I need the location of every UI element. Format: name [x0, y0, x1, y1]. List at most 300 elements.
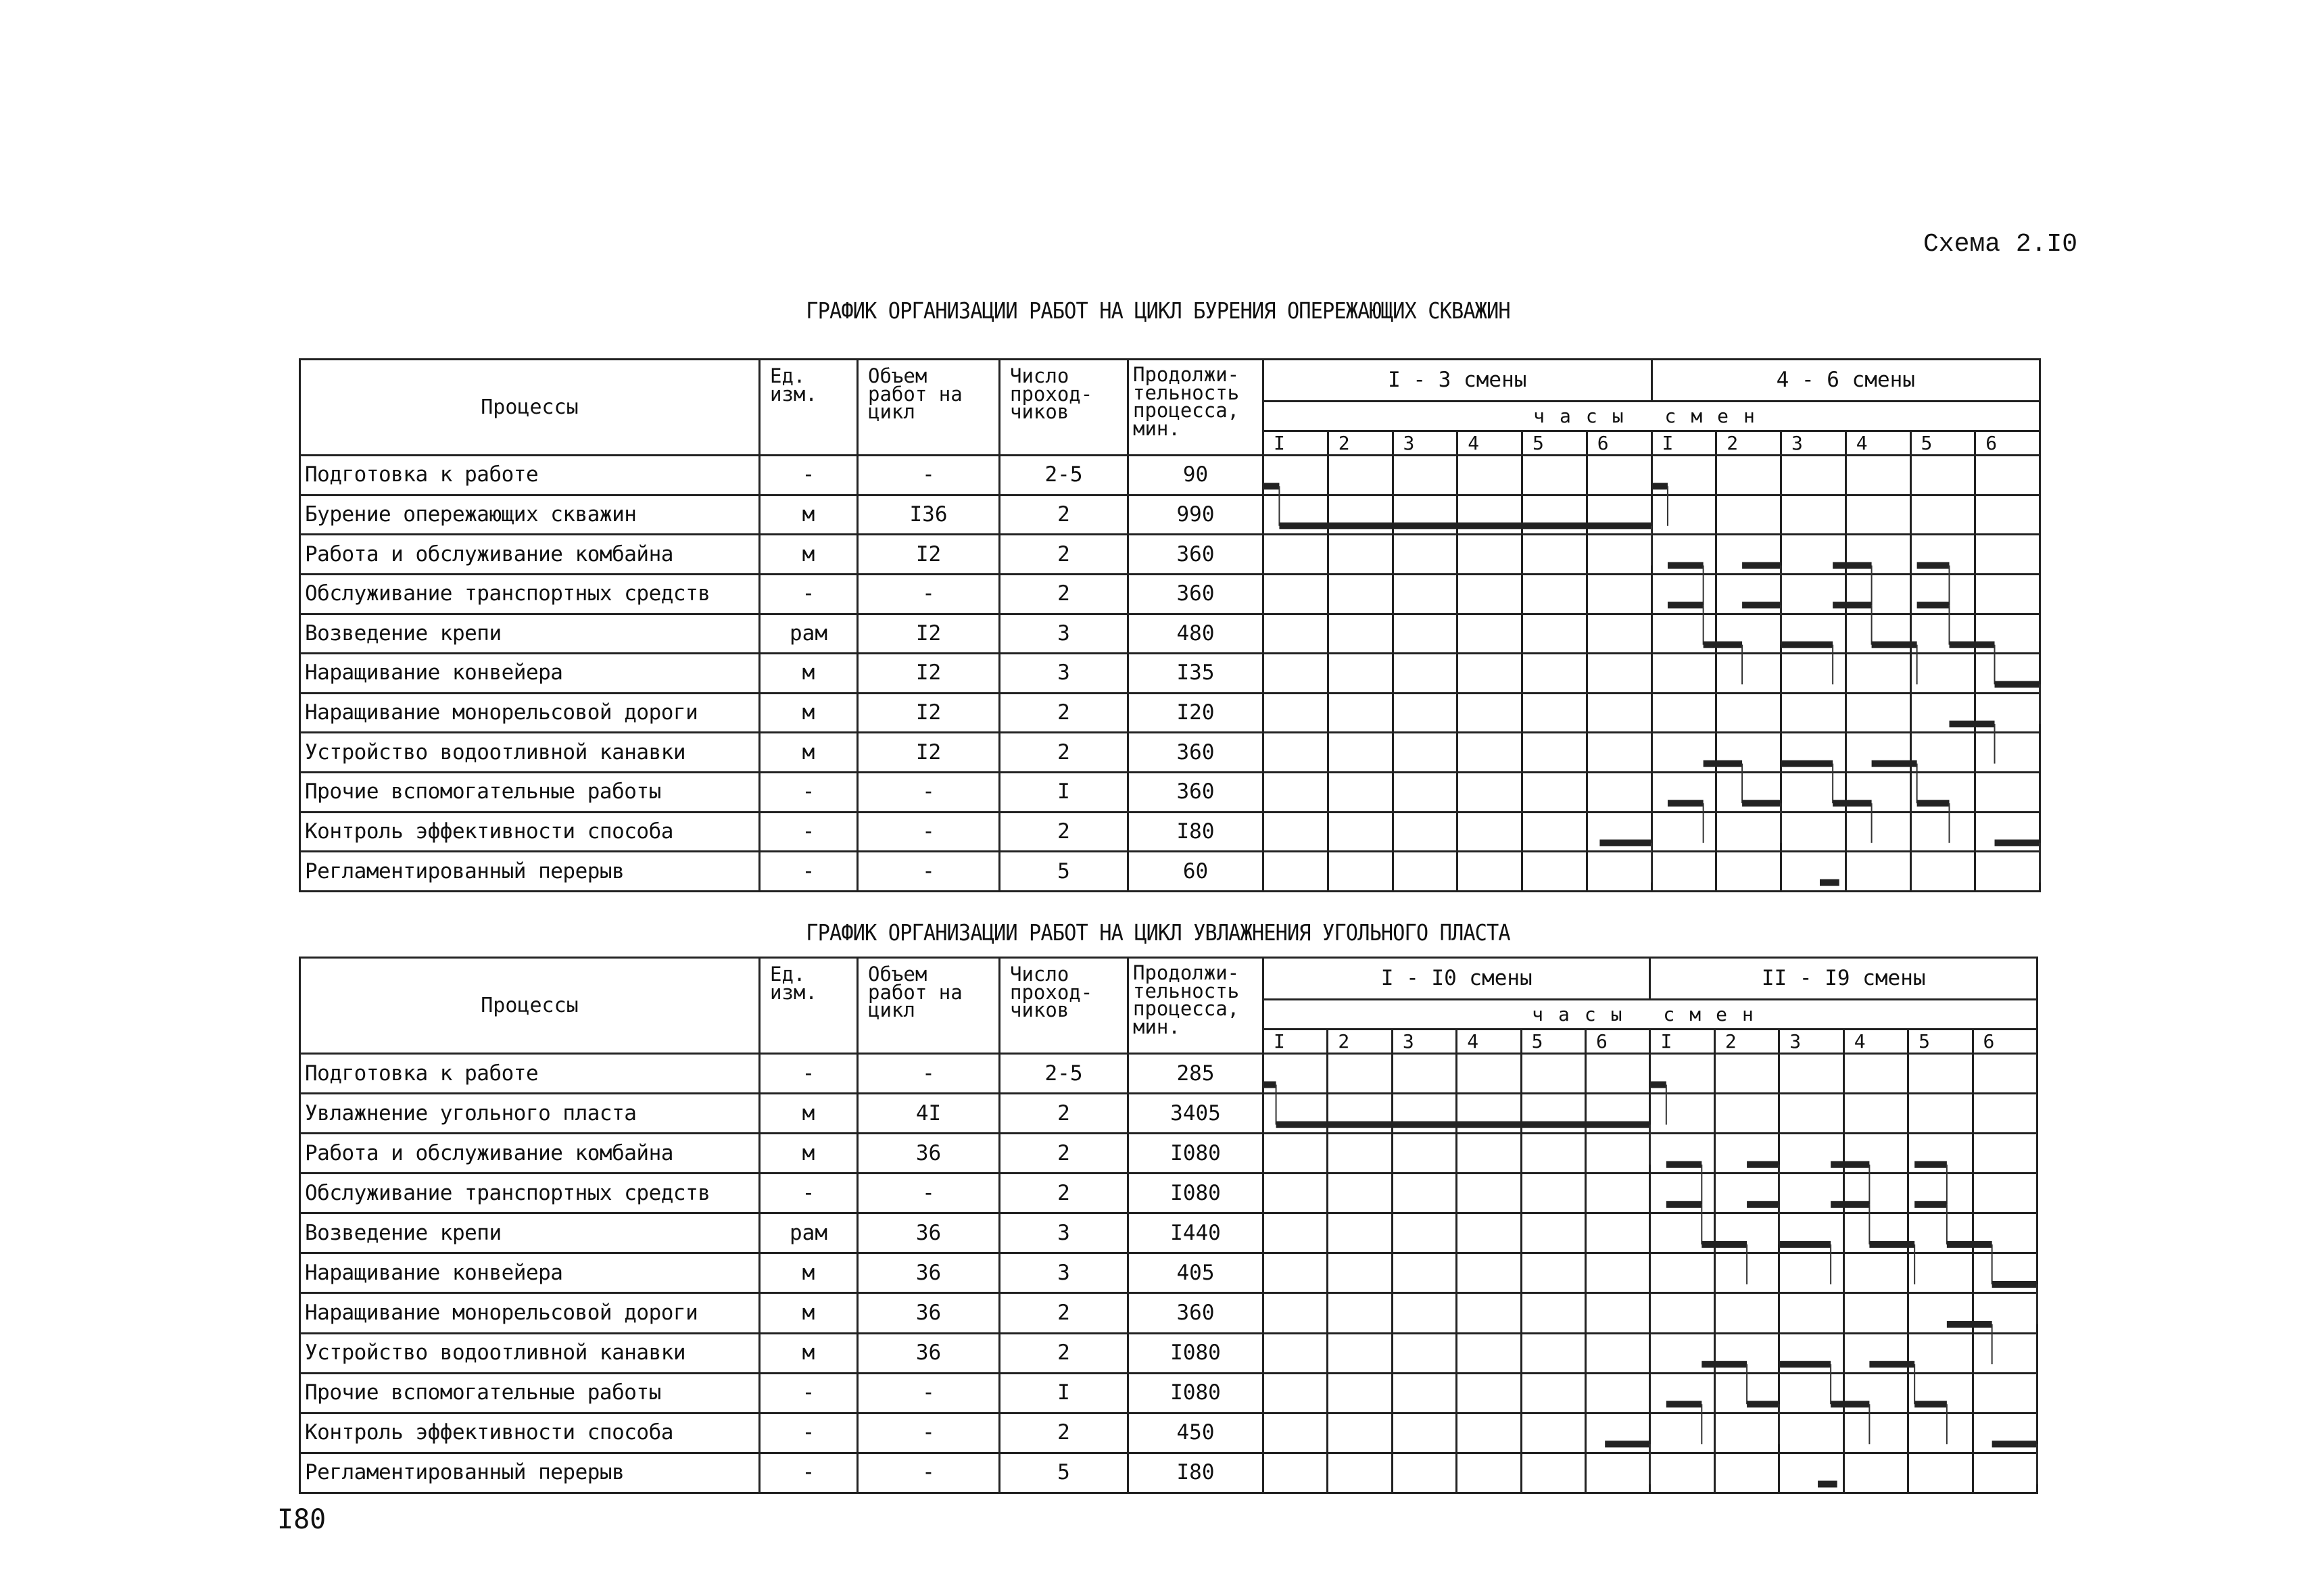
volume-cell: 36 [858, 1213, 1000, 1253]
gantt-cell [1263, 812, 1328, 852]
gantt-cell [1651, 614, 1716, 654]
process-name: Возведение крепи [300, 614, 760, 654]
gantt-cell [1457, 733, 1522, 773]
volume-cell: 36 [858, 1253, 1000, 1293]
volume-cell: - [858, 812, 1000, 852]
gantt-cell [1392, 1333, 1456, 1373]
gantt-cell [1973, 1253, 2037, 1293]
workers-cell: 2-5 [1000, 456, 1128, 495]
volume-cell: - [858, 574, 1000, 614]
duration-cell: I80 [1128, 1453, 1263, 1493]
gantt-cell [1975, 456, 2040, 495]
gantt-cell [1328, 1293, 1392, 1333]
duration-cell: 360 [1128, 1293, 1263, 1333]
unit-cell: м [760, 733, 858, 773]
gantt-cell [1263, 1293, 1328, 1333]
gantt-cell [1521, 1333, 1585, 1373]
hour-label: 3 [1781, 431, 1846, 456]
gantt-cell [1263, 574, 1328, 614]
gantt-cell [1263, 773, 1328, 813]
hour-label: 3 [1393, 431, 1457, 456]
gantt-cell [1393, 456, 1457, 495]
gantt-cell [1843, 1094, 1908, 1134]
process-name: Наращивание конвейера [300, 654, 760, 694]
gantt-cell [1263, 456, 1328, 495]
gantt-cell [1973, 1333, 2037, 1373]
duration-cell: 360 [1128, 773, 1263, 813]
header-unit: Ед. изм. [760, 958, 858, 1054]
gantt-cell [1908, 1174, 1973, 1213]
process-name: Подготовка к работе [300, 1054, 760, 1094]
hour-label: 5 [1908, 1030, 1973, 1054]
gantt-cell [1522, 614, 1587, 654]
hour-label: 4 [1845, 431, 1910, 456]
table-row [300, 1174, 2037, 1213]
gantt-cell [1521, 1253, 1585, 1293]
workers-cell: 2 [1000, 1134, 1128, 1174]
gantt-cell [1714, 1253, 1779, 1293]
volume-cell: - [858, 852, 1000, 892]
gantt-cell [1716, 654, 1781, 694]
header-duration: Продолжи- тельность процесса, мин. [1128, 360, 1263, 456]
process-name: Увлажнение угольного пласта [300, 1094, 760, 1134]
gantt-cell [1716, 456, 1781, 495]
gantt-cell [1328, 456, 1393, 495]
gantt-cell [1521, 1054, 1585, 1094]
gantt-cell [1263, 1174, 1328, 1213]
gantt-cell [1845, 535, 1910, 575]
gantt-cell [1457, 1253, 1521, 1293]
shift-group-2: II - I9 смены [1650, 958, 2037, 1000]
workers-cell: 2 [1000, 693, 1128, 733]
gantt-cell [1843, 1174, 1908, 1213]
workers-cell: 2 [1000, 1413, 1128, 1453]
duration-cell: I80 [1128, 812, 1263, 852]
shift-group-2: 4 - 6 смены [1651, 360, 2040, 402]
workers-cell: I [1000, 1373, 1128, 1413]
workers-cell: 3 [1000, 1213, 1128, 1253]
gantt-cell [1392, 1373, 1456, 1413]
gantt-cell [1781, 456, 1846, 495]
gantt-cell [1393, 574, 1457, 614]
gantt-cell [1975, 495, 2040, 535]
gantt-cell [1651, 654, 1716, 694]
table-row [300, 1213, 2037, 1253]
gantt-cell [1779, 1413, 1843, 1453]
gantt-cell [1263, 1094, 1328, 1134]
gantt-cell [1392, 1054, 1456, 1094]
hour-label: 6 [1587, 431, 1651, 456]
gantt-cell [1587, 812, 1651, 852]
hour-label: 6 [1586, 1030, 1650, 1054]
gantt-cell [1973, 1094, 2037, 1134]
gantt-cell [1716, 614, 1781, 654]
unit-cell: м [760, 1094, 858, 1134]
gantt-cell [1650, 1413, 1714, 1453]
gantt-cell [1779, 1054, 1843, 1094]
duration-cell: 60 [1128, 852, 1263, 892]
gantt-cell [1714, 1293, 1779, 1333]
gantt-cell [1845, 495, 1910, 535]
scheme-label: Схема 2.I0 [1923, 230, 2078, 259]
gantt-cell [1716, 773, 1781, 813]
gantt-cell [1910, 852, 1975, 892]
header-workers: Число проход- чиков [1000, 958, 1128, 1054]
gantt-cell [1392, 1413, 1456, 1453]
duration-cell: I080 [1128, 1373, 1263, 1413]
gantt-cell [1650, 1373, 1714, 1413]
table-row [300, 614, 2040, 654]
gantt-cell [1845, 812, 1910, 852]
process-name: Возведение крепи [300, 1213, 760, 1253]
gantt-cell [1328, 773, 1393, 813]
gantt-cell [1650, 1213, 1714, 1253]
process-name: Контроль эффективности способа [300, 1413, 760, 1453]
gantt-cell [1845, 574, 1910, 614]
gantt-cell [1392, 1213, 1456, 1253]
duration-cell: 360 [1128, 733, 1263, 773]
unit-cell: м [760, 1134, 858, 1174]
duration-cell: 405 [1128, 1253, 1263, 1293]
hour-label: I [1650, 1030, 1714, 1054]
hour-label: 2 [1328, 1030, 1392, 1054]
gantt-cell [1587, 495, 1651, 535]
gantt-cell [1457, 693, 1522, 733]
gantt-cell [1843, 1213, 1908, 1253]
unit-cell: - [760, 456, 858, 495]
gantt-cell [1457, 1373, 1521, 1413]
gantt-cell [1263, 535, 1328, 575]
hour-label: 4 [1457, 1030, 1521, 1054]
gantt-cell [1908, 1413, 1973, 1453]
gantt-cell [1779, 1373, 1843, 1413]
gantt-cell [1521, 1453, 1585, 1493]
hour-label: 3 [1779, 1030, 1843, 1054]
gantt-cell [1521, 1094, 1585, 1134]
hour-label: 2 [1328, 431, 1393, 456]
table-row [300, 1094, 2037, 1134]
header-unit: Ед. изм. [760, 360, 858, 456]
gantt-cell [1781, 852, 1846, 892]
workers-cell: 3 [1000, 1253, 1128, 1293]
table-row [300, 1293, 2037, 1333]
unit-cell: рам [760, 614, 858, 654]
duration-cell: 990 [1128, 495, 1263, 535]
hour-label: 5 [1521, 1030, 1585, 1054]
table-row [300, 812, 2040, 852]
hour-label: I [1263, 1030, 1328, 1054]
gantt-cell [1781, 773, 1846, 813]
gantt-cell [1586, 1213, 1650, 1253]
gantt-cell [1522, 574, 1587, 614]
volume-cell: I2 [858, 693, 1000, 733]
table-row [300, 456, 2040, 495]
gantt-cell [1457, 495, 1522, 535]
table-row [300, 654, 2040, 694]
gantt-cell [1714, 1054, 1779, 1094]
volume-cell: I36 [858, 495, 1000, 535]
gantt-cell [1716, 812, 1781, 852]
workers-cell: 2 [1000, 1333, 1128, 1373]
table-2-title: ГРАФИК ОРГАНИЗАЦИИ РАБОТ НА ЦИКЛ УВЛАЖНЕНИЯ УГОЛЬНОГО ПЛАСТА [806, 919, 1510, 946]
gantt-cell [1522, 535, 1587, 575]
gantt-cell [1975, 574, 2040, 614]
gantt-cell [1522, 852, 1587, 892]
workers-cell: 3 [1000, 654, 1128, 694]
gantt-cell [1457, 574, 1522, 614]
gantt-cell [1521, 1293, 1585, 1333]
gantt-cell [1973, 1054, 2037, 1094]
duration-cell: I20 [1128, 693, 1263, 733]
gantt-cell [1975, 614, 2040, 654]
unit-cell: м [760, 1333, 858, 1373]
workers-cell: 2 [1000, 733, 1128, 773]
gantt-cell [1714, 1134, 1779, 1174]
gantt-cell [1781, 654, 1846, 694]
gantt-cell [1457, 1293, 1521, 1333]
gantt-cell [1328, 614, 1393, 654]
gantt-cell [1328, 733, 1393, 773]
gantt-cell [1586, 1094, 1650, 1134]
workers-cell: 2 [1000, 495, 1128, 535]
gantt-cell [1843, 1453, 1908, 1493]
duration-cell: I080 [1128, 1134, 1263, 1174]
gantt-cell [1392, 1253, 1456, 1293]
gantt-cell [1714, 1333, 1779, 1373]
gantt-cell [1522, 693, 1587, 733]
duration-cell: 360 [1128, 574, 1263, 614]
gantt-cell [1910, 693, 1975, 733]
page-number: I80 [277, 1504, 327, 1535]
process-name: Обслуживание транспортных средств [300, 1174, 760, 1213]
gantt-cell [1908, 1333, 1973, 1373]
process-name: Обслуживание транспортных средств [300, 574, 760, 614]
gantt-cell [1910, 773, 1975, 813]
gantt-cell [1650, 1253, 1714, 1293]
gantt-cell [1779, 1253, 1843, 1293]
gantt-cell [1393, 654, 1457, 694]
gantt-cell [1392, 1134, 1456, 1174]
gantt-cell [1973, 1134, 2037, 1174]
table-1-title: ГРАФИК ОРГАНИЗАЦИИ РАБОТ НА ЦИКЛ БУРЕНИЯ ОПЕРЕЖАЮЩИХ СКВАЖИН [806, 297, 1510, 324]
process-name: Бурение опережающих скважин [300, 495, 760, 535]
process-name: Работа и обслуживание комбайна [300, 1134, 760, 1174]
duration-cell: 480 [1128, 614, 1263, 654]
gantt-cell [1263, 1134, 1328, 1174]
hour-label: 2 [1714, 1030, 1779, 1054]
process-name: Контроль эффективности способа [300, 812, 760, 852]
gantt-cell [1328, 1174, 1392, 1213]
gantt-cell [1457, 1054, 1521, 1094]
table-row [300, 495, 2040, 535]
gantt-cell [1845, 456, 1910, 495]
volume-cell: I2 [858, 733, 1000, 773]
unit-cell: - [760, 1373, 858, 1413]
gantt-cell [1457, 1213, 1521, 1253]
gantt-cell [1586, 1054, 1650, 1094]
gantt-cell [1650, 1174, 1714, 1213]
gantt-cell [1908, 1453, 1973, 1493]
table-row [300, 693, 2040, 733]
hour-label: 6 [1975, 431, 2040, 456]
volume-cell: - [858, 456, 1000, 495]
gantt-cell [1522, 456, 1587, 495]
duration-cell: I35 [1128, 654, 1263, 694]
workers-cell: 2-5 [1000, 1054, 1128, 1094]
gantt-cell [1328, 535, 1393, 575]
volume-cell: I2 [858, 614, 1000, 654]
gantt-cell [1457, 654, 1522, 694]
gantt-cell [1263, 1333, 1328, 1373]
table-row [300, 1373, 2037, 1413]
gantt-cell [1651, 535, 1716, 575]
gantt-cell [1843, 1373, 1908, 1413]
gantt-cell [1587, 693, 1651, 733]
gantt-cell [1843, 1333, 1908, 1373]
gantt-cell [1843, 1413, 1908, 1453]
duration-cell: 285 [1128, 1054, 1263, 1094]
gantt-cell [1973, 1453, 2037, 1493]
process-name: Прочие вспомогательные работы [300, 773, 760, 813]
gantt-cell [1586, 1413, 1650, 1453]
gantt-cell [1457, 1333, 1521, 1373]
volume-cell: - [858, 1413, 1000, 1453]
gantt-cell [1263, 1253, 1328, 1293]
table-row [300, 1333, 2037, 1373]
gantt-cell [1263, 693, 1328, 733]
gantt-cell [1328, 1054, 1392, 1094]
schedule-table-humidifying [299, 957, 2036, 1494]
gantt-cell [1716, 852, 1781, 892]
unit-cell: м [760, 654, 858, 694]
gantt-cell [1651, 812, 1716, 852]
header-duration: Продолжи- тельность процесса, мин. [1128, 958, 1263, 1054]
schedule-table-drilling [299, 358, 2039, 892]
volume-cell: - [858, 1453, 1000, 1493]
gantt-cell [1263, 1453, 1328, 1493]
gantt-cell [1714, 1413, 1779, 1453]
gantt-cell [1457, 456, 1522, 495]
volume-cell: I2 [858, 654, 1000, 694]
hour-label: I [1651, 431, 1716, 456]
process-name: Регламентированный перерыв [300, 852, 760, 892]
gantt-cell [1521, 1134, 1585, 1174]
hour-label: 4 [1843, 1030, 1908, 1054]
gantt-cell [1908, 1134, 1973, 1174]
gantt-cell [1263, 1054, 1328, 1094]
gantt-cell [1716, 693, 1781, 733]
workers-cell: 2 [1000, 1094, 1128, 1134]
gantt-cell [1263, 614, 1328, 654]
gantt-cell [1781, 614, 1846, 654]
gantt-cell [1975, 654, 2040, 694]
shift-group-1: I - 3 смены [1263, 360, 1652, 402]
gantt-cell [1910, 614, 1975, 654]
gantt-cell [1910, 812, 1975, 852]
gantt-cell [1908, 1054, 1973, 1094]
gantt-cell [1521, 1373, 1585, 1413]
volume-cell: - [858, 1054, 1000, 1094]
gantt-cell [1651, 693, 1716, 733]
gantt-cell [1587, 456, 1651, 495]
gantt-cell [1521, 1174, 1585, 1213]
gantt-cell [1393, 693, 1457, 733]
gantt-cell [1843, 1054, 1908, 1094]
gantt-cell [1973, 1373, 2037, 1413]
duration-cell: 450 [1128, 1413, 1263, 1453]
gantt-cell [1263, 733, 1328, 773]
hour-label: 3 [1392, 1030, 1456, 1054]
gantt-cell [1910, 495, 1975, 535]
gantt-cell [1457, 852, 1522, 892]
gantt-cell [1586, 1174, 1650, 1213]
gantt-cell [1457, 1174, 1521, 1213]
gantt-cell [1393, 812, 1457, 852]
process-name: Наращивание конвейера [300, 1253, 760, 1293]
gantt-cell [1908, 1094, 1973, 1134]
gantt-cell [1328, 852, 1393, 892]
unit-cell: - [760, 1054, 858, 1094]
gantt-cell [1975, 852, 2040, 892]
gantt-cell [1392, 1174, 1456, 1213]
gantt-cell [1328, 654, 1393, 694]
gantt-cell [1781, 574, 1846, 614]
gantt-cell [1263, 1213, 1328, 1253]
gantt-cell [1845, 852, 1910, 892]
table-row [300, 1054, 2037, 1094]
process-name: Подготовка к работе [300, 456, 760, 495]
gantt-cell [1908, 1213, 1973, 1253]
gantt-cell [1328, 1413, 1392, 1453]
unit-cell: м [760, 535, 858, 575]
workers-cell: 2 [1000, 1174, 1128, 1213]
unit-cell: - [760, 1453, 858, 1493]
process-name: Наращивание монорельсовой дороги [300, 693, 760, 733]
gantt-cell [1393, 733, 1457, 773]
process-name: Прочие вспомогательные работы [300, 1373, 760, 1413]
gantt-cell [1714, 1373, 1779, 1413]
gantt-cell [1973, 1293, 2037, 1333]
gantt-cell [1522, 654, 1587, 694]
gantt-cell [1586, 1333, 1650, 1373]
gantt-cell [1263, 654, 1328, 694]
gantt-cell [1975, 773, 2040, 813]
duration-cell: 90 [1128, 456, 1263, 495]
gantt-cell [1393, 495, 1457, 535]
gantt-cell [1587, 654, 1651, 694]
gantt-cell [1650, 1333, 1714, 1373]
gantt-cell [1587, 535, 1651, 575]
gantt-cell [1263, 1373, 1328, 1413]
gantt-cell [1779, 1293, 1843, 1333]
unit-cell: - [760, 574, 858, 614]
workers-cell: I [1000, 773, 1128, 813]
gantt-cell [1328, 1373, 1392, 1413]
table-row [300, 1134, 2037, 1174]
volume-cell: - [858, 1373, 1000, 1413]
unit-cell: - [760, 773, 858, 813]
gantt-cell [1263, 495, 1328, 535]
process-name: Работа и обслуживание комбайна [300, 535, 760, 575]
gantt-cell [1716, 574, 1781, 614]
gantt-cell [1908, 1293, 1973, 1333]
gantt-cell [1650, 1134, 1714, 1174]
hour-label: 4 [1457, 431, 1522, 456]
gantt-cell [1910, 535, 1975, 575]
gantt-cell [1908, 1253, 1973, 1293]
gantt-cell [1845, 654, 1910, 694]
gantt-cell [1714, 1174, 1779, 1213]
